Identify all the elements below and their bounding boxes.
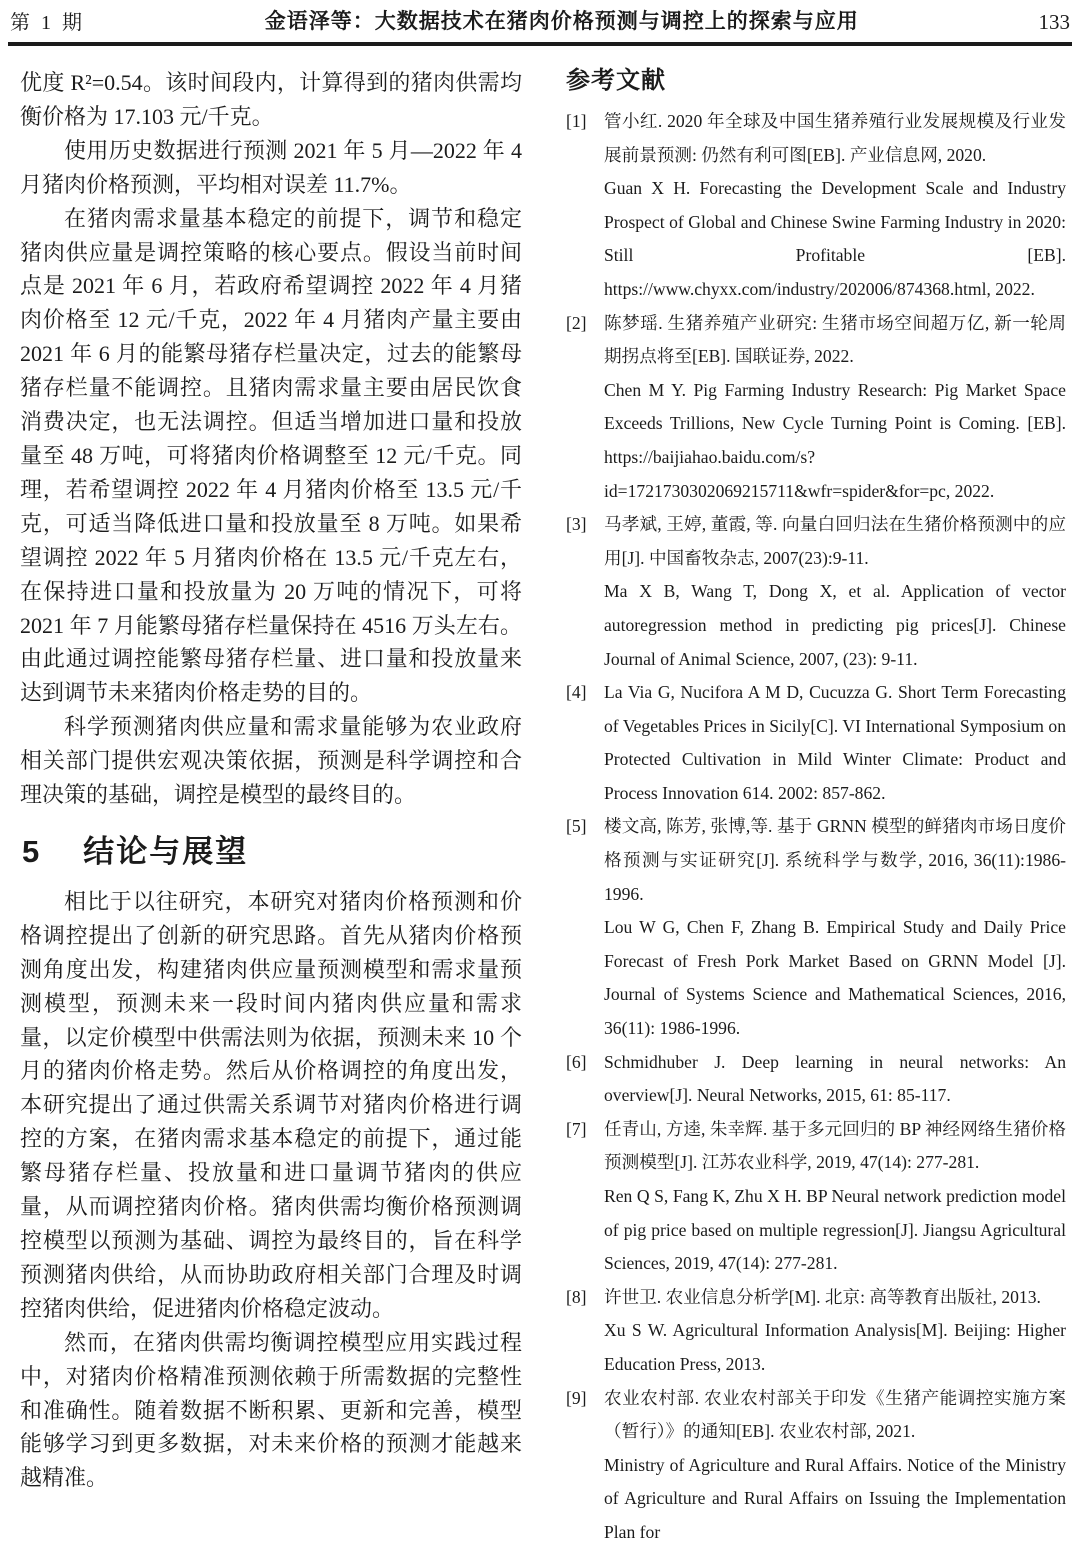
reference-item: [566, 1113, 1066, 1281]
left-column: [20, 66, 522, 1550]
page-header: [8, 0, 1072, 46]
reference-text-zh: 任青山, 方逵, 朱幸辉. 基于多元回归的 BP 神经网络生猪价格预测模型[J]. 江苏农业科学, 2019, 47(14): 277-281.: [604, 1118, 1066, 1173]
reference-number: [1]: [566, 111, 587, 131]
reference-text-en: Guan X H. Forecasting the Development Scale and Industry Prospect of Global and Chinese Swine Farming Industry in 2020: Still Profitable [EB]. https://www.chyxx.com/industry/202006/874368.html, 2022.: [604, 178, 1066, 299]
reference-number: [6]: [566, 1051, 587, 1072]
body-paragraph: 然而，在猪肉供需均衡调控模型应用实践过程中，对猪肉价格精准预测依赖于所需数据的完整性和准确性。随着数据不断积累、更新和完善，模型能够学习到更多数据，对未来价格的预测才能越来越精准。: [20, 1329, 522, 1491]
running-title: 金语泽等：大数据技术在猪肉价格预测与调控上的探索与应用: [264, 10, 859, 33]
reference-item: [566, 1046, 1066, 1113]
reference-number: [5]: [566, 816, 587, 837]
section-title: 结论与展望: [83, 833, 249, 869]
reference-body: [604, 1113, 1066, 1281]
reference-text-en: Lou W G, Chen F, Zhang B. Empirical Study and Daily Price Forecast of Fresh Pork Market Based on GRNN Model [J]. Journal of Systems Science and Mathematical Sciences, 2016, 36(11): 1986-1996.: [604, 917, 1066, 1039]
references-heading: 参考文献: [566, 67, 666, 94]
reference-number: [7]: [566, 1118, 587, 1139]
reference-item: [566, 105, 1066, 307]
reference-item: [566, 1281, 1066, 1382]
reference-item: [566, 1382, 1066, 1550]
reference-item: [566, 676, 1066, 810]
reference-text-en: Ministry of Agriculture and Rural Affairs. Notice of the Ministry of Agriculture and Rural Affairs on Issuing the Implementation Plan for: [604, 1454, 1066, 1542]
reference-body: [604, 810, 1066, 1045]
reference-body: [604, 307, 1066, 509]
reference-text-zh: 管小红. 2020 年全球及中国生猪养殖行业发展规模及行业发展前景预测: 仍然有利可图[EB]. 产业信息网, 2020.: [604, 111, 1066, 165]
reference-text-zh: 马孝斌, 王婷, 董霞, 等. 向量白回归法在生猪价格预测中的应用[J]. 中国畜牧杂志, 2007(23):9-11.: [604, 514, 1066, 568]
reference-body: [604, 1281, 1066, 1382]
issue-label: 第 1 期: [10, 12, 85, 34]
reference-text-zh: 楼文高, 陈芳, 张博,等. 基于 GRNN 模型的鲜猪肉市场日度价格预测与实证研究[J]. 系统科学与数学, 2016, 36(11):1986-1996.: [604, 816, 1066, 904]
body-paragraph: 相比于以往研究，本研究对猪肉价格预测和价格调控提出了创新的研究思路。首先从猪肉价格预测角度出发，构建猪肉供应量预测模型和需求量预测模型，预测未来一段时间内猪肉供应量和需求量，以定价模型中供需法则为依据，预测未来 10 个月的猪肉价格走势。然后从价格调控的角度出发，本研究提出了通过供需关系调节对猪肉价格进行调控的方案，在猪肉需求基本稳定的前提下，通过能繁母猪存栏量、投放量和进口量调节猪肉的供应量，从而调控猪肉价格。猪肉供需均衡价格预测调控模型以预测为基础、调控为最终目的，旨在科学预测猪肉供给，从而协助政府相关部门合理及时调控猪肉供给，促进猪肉价格稳定波动。: [20, 888, 522, 1321]
reference-body: [604, 105, 1066, 307]
reference-text-zh: 许世卫. 农业信息分析学[M]. 北京: 高等教育出版社, 2013.: [604, 1286, 1041, 1307]
reference-item: [566, 508, 1066, 676]
reference-text-en: Chen M Y. Pig Farming Industry Research: Pig Market Space Exceeds Trillions, New Cycle Turning Point is Coming. [EB]. https://baijiahao.baidu.com/s?id=1721730302069215711&wfr=spider&for=pc, 2022.: [604, 379, 1066, 501]
reference-body: [604, 1382, 1066, 1550]
reference-text-en: Schmidhuber J. Deep learning in neural networks: An overview[J]. Neural Networks, 2015, 61: 85-117.: [604, 1051, 1066, 1106]
reference-item: [566, 307, 1066, 509]
references-column: [566, 66, 1066, 1550]
body-paragraph: 在猪肉需求量基本稳定的前提下，调节和稳定猪肉供应量是调控策略的核心要点。假设当前时间点是 2021 年 6 月，若政府希望调控 2022 年 4 月猪肉价格至 12 元/千克，2022 年 4 月猪肉产量主要由 2021 年 6 月的能繁母猪存栏量决定，过去的能繁母猪存栏量不能调控。且猪肉需求量主要由居民饮食消费决定，也无法调控。但适当增加进口量和投放量至 48 万吨，可将猪肉价格调整至 12 元/千克。同理，若希望调控 2022 年 4 月猪肉价格至 13.5 元/千克，可适当降低进口量和投放量至 8 万吨。如果希望调控 2022 年 5 月猪肉价格在 13.5 元/千克左右，在保持进口量和投放量为 20 万吨的情况下，可将 2021 年 7 月能繁母猪存栏量保持在 4516 万头左右。由此通过调控能繁母猪存栏量、进口量和投放量来达到调节未来猪肉价格走势的目的。: [20, 205, 522, 706]
reference-text-en: La Via G, Nucifora A M D, Cucuzza G. Short Term Forecasting of Vegetables Prices in Sicily[C]. VI International Symposium on Protected Cultivation in Mild Winter Climate: Product and Process Innovation 614. 2002: 857-862.: [604, 682, 1066, 803]
reference-number: [4]: [566, 682, 587, 703]
reference-number: [8]: [566, 1286, 587, 1307]
reference-number: [2]: [566, 312, 587, 333]
reference-text-en: Ren Q S, Fang K, Zhu X H. BP Neural network prediction model of pig price based on multiple regression[J]. Jiangsu Agricultural Sciences, 2019, 47(14): 277-281.: [604, 1186, 1066, 1274]
reference-number: [9]: [566, 1387, 587, 1408]
body-paragraph: 优度 R²=0.54。该时间段内，计算得到的猪肉供需均衡价格为 17.103 元/千克。: [20, 70, 522, 129]
section-heading: [22, 832, 522, 872]
body-paragraph: 使用历史数据进行预测 2021 年 5 月—2022 年 4 月猪肉价格预测，平均相对误差 11.7%。: [20, 137, 522, 197]
page-number: 133: [1038, 10, 1070, 34]
reference-body: [604, 1046, 1066, 1113]
two-column-layout: [0, 46, 1080, 1550]
reference-text-en: Xu S W. Agricultural Information Analysis[M]. Beijing: Higher Education Press, 2013.: [604, 1320, 1066, 1374]
section-number: 5: [22, 833, 42, 869]
reference-text-en: Ma X B, Wang T, Dong X, et al. Application of vector autoregression method in predicting pig prices[J]. Chinese Journal of Animal Science, 2007, (23): 9-11.: [604, 581, 1066, 669]
reference-text-zh: 农业农村部. 农业农村部关于印发《生猪产能调控实施方案（暂行）》的通知[EB]. 农业农村部, 2021.: [604, 1387, 1066, 1442]
reference-body: [604, 508, 1066, 676]
reference-body: [604, 676, 1066, 810]
body-paragraph: 科学预测猪肉供应量和需求量能够为农业政府相关部门提供宏观决策依据，预测是科学调控和合理决策的基础，调控是模型的最终目的。: [20, 714, 522, 808]
reference-number: [3]: [566, 514, 587, 535]
reference-item: [566, 810, 1066, 1045]
reference-text-zh: 陈梦瑶. 生猪养殖产业研究: 生猪市场空间超万亿, 新一轮周期拐点将至[EB]. 国联证券, 2022.: [604, 312, 1066, 367]
